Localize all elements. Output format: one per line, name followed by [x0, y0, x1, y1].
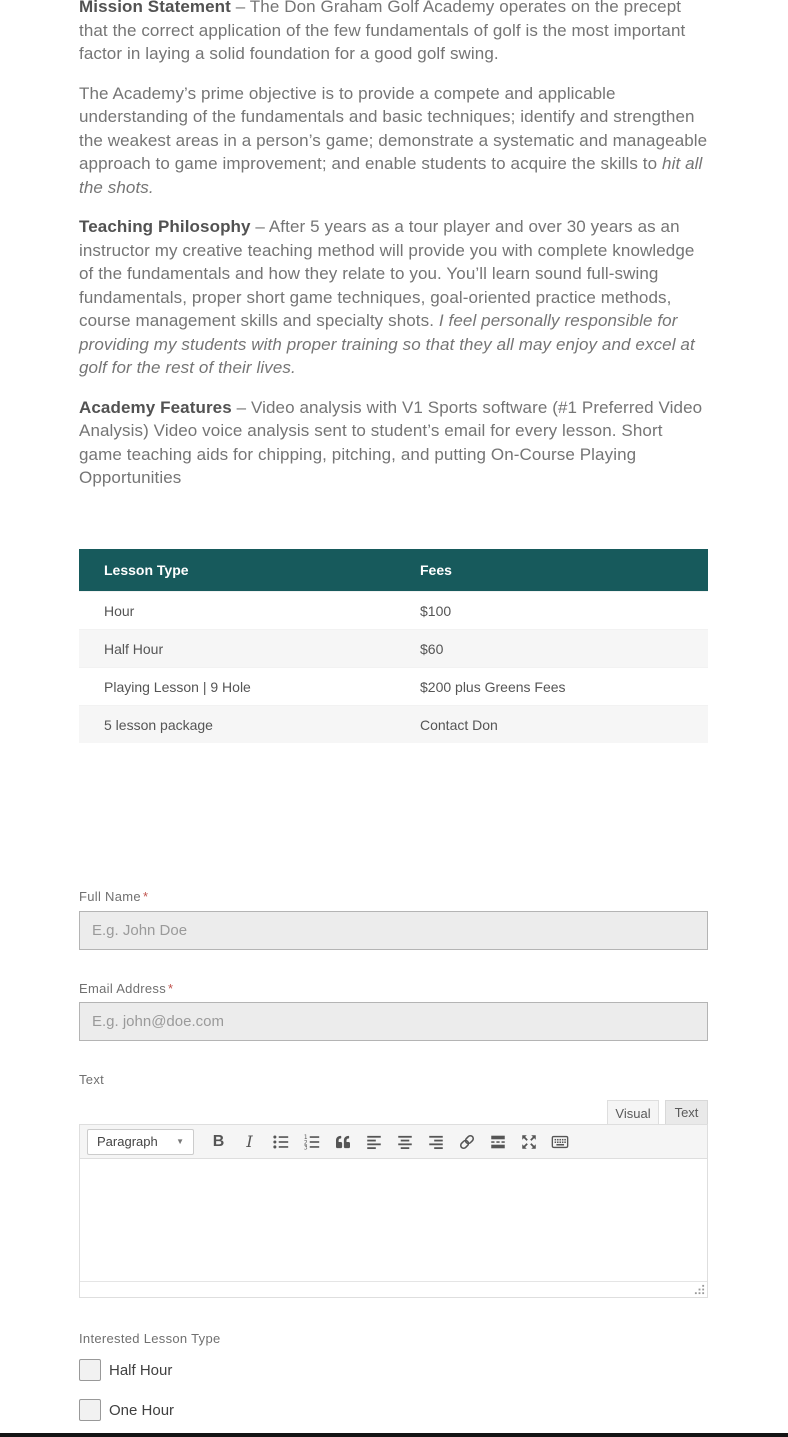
paragraph-format-select[interactable]: Paragraph ▼ — [87, 1129, 194, 1155]
table-row — [79, 667, 708, 705]
blockquote-button[interactable] — [327, 1129, 358, 1155]
full-name-label: Full Name * — [79, 889, 149, 904]
lesson-type-option-half-hour — [79, 1359, 172, 1381]
column-header-lesson-type: Lesson Type — [104, 562, 189, 578]
teaching-philosophy-text: – After 5 years as a tour player and over 30 years as an instructor my creative teaching method will provide you with complete knowledge of the fundamentals and how they relate to you. You’ll learn sound full-swing fundamentals, proper short game techniques, goal-oriented practice methods, course management skills and specialty shots. — [79, 217, 695, 330]
half-hour-checkbox[interactable] — [79, 1359, 101, 1381]
editor-tab-bar — [79, 1100, 708, 1125]
full-name-input[interactable] — [79, 911, 708, 950]
lesson-type-cell: 5 lesson package — [104, 716, 213, 733]
align-left-button[interactable] — [358, 1129, 389, 1155]
italic-icon: I — [246, 1132, 253, 1151]
lesson-type-cell: Playing Lesson | 9 Hole — [104, 678, 251, 695]
align-right-button[interactable] — [420, 1129, 451, 1155]
keyboard-icon — [551, 1133, 569, 1151]
email-label: Email Address * — [79, 981, 174, 996]
objective-paragraph — [79, 82, 710, 200]
column-header-fees: Fees — [420, 562, 452, 578]
mission-statement-text: – The Don Graham Golf Academy operates on the precept that the correct application of the few fundamentals of golf is the most important factor in laying a solid foundation for a good golf swing. — [79, 0, 686, 63]
objective-italic-text: hit all the shots. — [79, 154, 703, 197]
fees-cell: $200 plus Greens Fees — [420, 678, 566, 695]
align-center-icon — [396, 1133, 414, 1151]
email-input[interactable] — [79, 1002, 708, 1041]
required-asterisk: * — [168, 981, 174, 996]
teaching-philosophy-heading: Teaching Philosophy — [79, 217, 251, 236]
fees-table-header — [79, 549, 708, 591]
align-right-icon — [427, 1133, 445, 1151]
blockquote-icon — [336, 1135, 350, 1149]
read-more-icon — [489, 1133, 507, 1151]
fees-table — [79, 549, 708, 743]
teaching-philosophy-paragraph — [79, 215, 710, 380]
rich-text-editor — [79, 1124, 708, 1298]
svg-text:2: 2 — [303, 1139, 308, 1146]
svg-text:3: 3 — [303, 1145, 308, 1151]
lesson-type-label: Interested Lesson Type — [79, 1331, 221, 1346]
lesson-type-cell: Half Hour — [104, 640, 164, 657]
footer-strip — [0, 1433, 788, 1437]
required-asterisk: * — [142, 889, 149, 904]
link-icon — [458, 1133, 476, 1151]
mission-statement-heading: Mission Statement — [79, 0, 231, 16]
fullscreen-icon — [520, 1133, 538, 1151]
academy-features-heading: Academy Features — [79, 397, 232, 417]
keyboard-button[interactable] — [544, 1129, 575, 1155]
chevron-down-icon: ▼ — [176, 1137, 184, 1146]
teaching-philosophy-italic-text: I feel personally responsible for providing my students with proper training so that they all may enjoy and excel at golf for the rest of their lives. — [79, 311, 695, 377]
fees-cell: $100 — [420, 602, 452, 619]
academy-features-text: – Video analysis with V1 Sports software (#1 Preferred Video Analysis) Video voice analysis sent to student’s email for every lesson. Short game teaching aids for chipping, pitching, and putting On-Course Playing Opportunities — [79, 397, 703, 487]
bulleted-list-button[interactable] — [265, 1129, 296, 1155]
tab-visual[interactable]: Visual — [607, 1100, 659, 1125]
text-editor-label: Text — [79, 1072, 105, 1087]
bold-icon: B — [212, 1132, 225, 1150]
lesson-type-cell: Hour — [104, 602, 135, 619]
fees-cell: Contact Don — [420, 716, 498, 733]
bold-button[interactable] — [203, 1129, 234, 1155]
academy-features-paragraph — [79, 396, 710, 490]
align-left-icon — [365, 1133, 383, 1151]
svg-text:1: 1 — [303, 1134, 308, 1141]
lesson-type-option-one-hour — [79, 1399, 174, 1421]
fullscreen-button[interactable] — [513, 1129, 544, 1155]
academy-description — [79, 0, 710, 506]
one-hour-checkbox[interactable] — [79, 1399, 101, 1421]
editor-content[interactable] — [80, 1159, 707, 1281]
objective-text: The Academy’s prime objective is to provide a compete and applicable understanding of the fundamentals and basic techniques; identify and strengthen the weakest areas in a person’s game; demonstrate a systematic and manageable approach to game improvement; and enable students to acquire the skills to — [79, 83, 708, 173]
fees-cell: $60 — [420, 640, 444, 657]
mission-statement-paragraph — [79, 0, 710, 66]
italic-button[interactable] — [234, 1129, 265, 1155]
bulleted-list-icon — [272, 1133, 290, 1151]
link-button[interactable] — [451, 1129, 482, 1155]
one-hour-checkbox-label: One Hour — [109, 1401, 175, 1419]
read-more-button[interactable] — [482, 1129, 513, 1155]
editor-statusbar — [80, 1281, 707, 1297]
table-row — [79, 591, 708, 629]
numbered-list-icon — [303, 1133, 321, 1151]
align-center-button[interactable] — [389, 1129, 420, 1155]
table-row — [79, 629, 708, 667]
editor-toolbar — [80, 1125, 707, 1159]
resize-grip[interactable] — [694, 1284, 705, 1295]
half-hour-checkbox-label: Half Hour — [109, 1361, 173, 1379]
numbered-list-button[interactable] — [296, 1129, 327, 1155]
table-row — [79, 705, 708, 743]
tab-text[interactable]: Text — [665, 1100, 708, 1124]
